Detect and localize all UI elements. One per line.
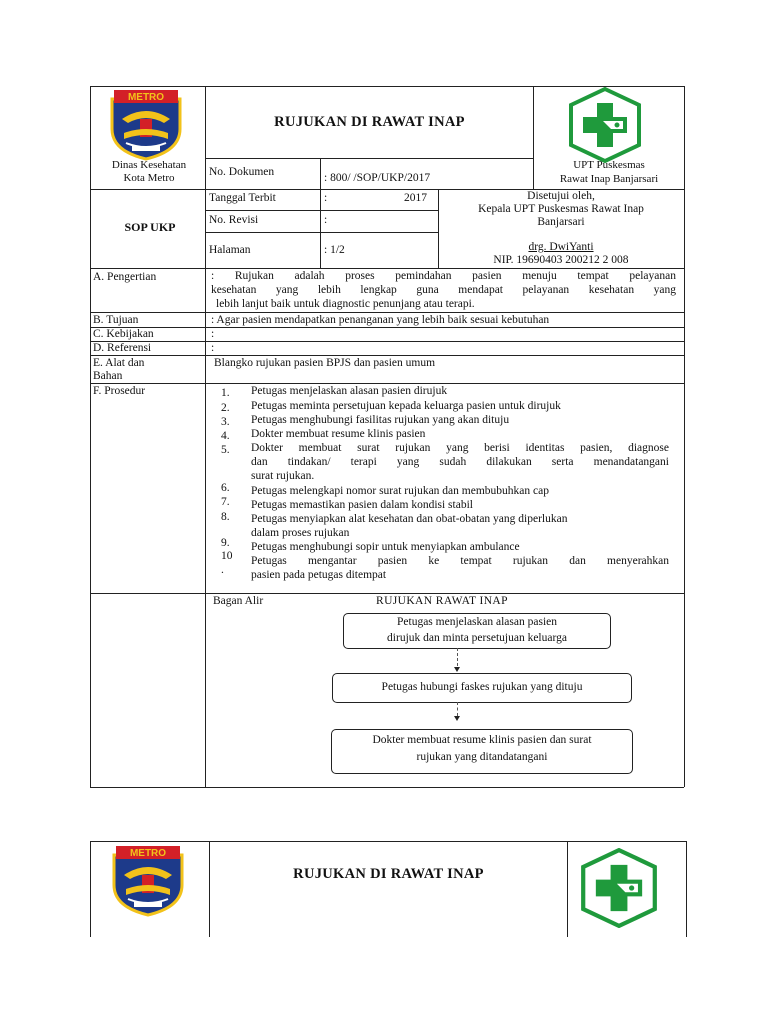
tujuan-value: : Agar pasien mendapatkan penanganan yang lebih baik sesuai kebutuhan xyxy=(211,314,550,326)
no-dokumen-label: No. Dokumen xyxy=(209,166,275,178)
table-line xyxy=(567,841,568,937)
no-revisi-value: : xyxy=(324,214,328,226)
tanggal-terbit-value: 2017 xyxy=(404,192,427,204)
flowchart-step-text: rujukan yang ditandatangani xyxy=(416,751,548,763)
procedure-number: 3. xyxy=(221,416,230,428)
procedure-number: 9. xyxy=(221,537,230,549)
table-line xyxy=(90,312,684,313)
pengertian-line: : Rujukan adalah proses pemindahan pasien menuju tempat pelayanan xyxy=(211,270,676,282)
table-line xyxy=(90,593,684,594)
halaman-label: Halaman xyxy=(209,244,251,256)
table-line xyxy=(320,158,321,268)
pengertian-label: A. Pengertian xyxy=(93,271,157,283)
procedure-step: pasien pada petugas ditempat xyxy=(251,569,387,581)
alat-bahan-label: Bahan xyxy=(93,370,123,382)
table-line xyxy=(438,189,439,268)
procedure-step: Dokter membuat resume klinis pasien xyxy=(251,428,426,440)
alat-bahan-value: Blangko rujukan pasien BPJS dan pasien umum xyxy=(214,357,436,369)
procedure-number: 6. xyxy=(221,482,230,494)
procedure-step: Petugas memastikan pasien dalam kondisi stabil xyxy=(251,499,473,511)
table-border-left xyxy=(90,841,91,937)
pengertian-line: lebih lanjut baik untuk diagnostic penunjang atau terapi. xyxy=(216,298,475,310)
flowchart-arrow-head xyxy=(454,716,460,721)
halaman-value: : 1/2 xyxy=(324,244,345,256)
org-right-line2: Rawat Inap Banjarsari xyxy=(559,173,659,185)
metro-city-logo xyxy=(104,89,188,161)
table-border-right xyxy=(684,86,685,787)
procedure-step: Petugas mengantar pasien ke tempat rujukan dan menyerahkan xyxy=(251,555,669,567)
no-dokumen-value: : 800/ /SOP/UKP/2017 xyxy=(324,172,431,184)
puskesmas-logo xyxy=(578,848,660,928)
flowchart-step-box xyxy=(331,729,633,774)
referensi-value: : xyxy=(211,342,215,354)
tanggal-terbit-label: Tanggal Terbit xyxy=(209,192,276,204)
procedure-step: Petugas melengkapi nomor surat rujukan dan membubuhkan cap xyxy=(251,485,549,497)
flowchart-label: Bagan Alir xyxy=(213,595,264,607)
flowchart-step-box xyxy=(332,673,632,703)
table-line xyxy=(90,383,684,384)
flowchart-arrow xyxy=(457,648,458,666)
table-line xyxy=(90,341,684,342)
flowchart-arrow-head xyxy=(454,667,460,672)
procedure-step: Petugas menghubungi fasilitas rujukan yang akan dituju xyxy=(251,414,510,426)
approval-line2: Kepala UPT Puskesmas Rawat Inap xyxy=(478,203,644,215)
table-border-left xyxy=(90,86,91,787)
procedure-number: 4. xyxy=(221,430,230,442)
pengertian-line: kesehatan yang lebih lengkap guna mendapat pelayanan kesehatan yang xyxy=(211,284,676,296)
table-border-bottom xyxy=(90,787,684,788)
procedure-number: 5. xyxy=(221,444,230,456)
table-border-right xyxy=(686,841,687,937)
procedure-step: Petugas menjelaskan alasan pasien dirujuk xyxy=(251,385,448,397)
table-line xyxy=(205,210,438,211)
table-line xyxy=(205,86,206,787)
table-line xyxy=(90,355,684,356)
alat-bahan-label: E. Alat dan xyxy=(93,357,145,369)
org-left-line1: Dinas Kesehatan xyxy=(111,159,187,171)
prosedur-label: F. Prosedur xyxy=(93,385,146,397)
table-line xyxy=(205,158,533,159)
kebijakan-value: : xyxy=(211,328,215,340)
procedure-number: 10 xyxy=(221,550,233,562)
document-title: RUJUKAN DI RAWAT INAP xyxy=(293,866,484,882)
approval-name: drg. DwiYanti xyxy=(528,241,594,253)
sop-label: SOP UKP xyxy=(124,220,176,234)
flowchart-step-text: Petugas hubungi faskes rujukan yang dituju xyxy=(381,681,583,693)
procedure-step: Dokter membuat surat rujukan yang berisi identitas pasien, diagnose xyxy=(251,442,669,454)
procedure-number: . xyxy=(221,564,224,576)
table-line xyxy=(90,327,684,328)
flowchart-step-box xyxy=(343,613,611,649)
procedure-number: 8. xyxy=(221,511,230,523)
flowchart-arrow xyxy=(457,702,458,716)
tujuan-label: B. Tujuan xyxy=(93,314,139,326)
procedure-step: surat rujukan. xyxy=(251,470,315,482)
procedure-step: dan tindakan/ terapi yang sudah dilakukan serta menandatangani xyxy=(251,456,669,468)
flowchart-step-text: dirujuk dan minta persetujuan keluarga xyxy=(387,632,567,644)
referensi-label: D. Referensi xyxy=(93,342,152,354)
table-line xyxy=(209,841,210,937)
puskesmas-logo xyxy=(567,87,643,163)
table-line xyxy=(205,232,438,233)
procedure-step: Petugas menyiapkan alat kesehatan dan obat-obatan yang diperlukan xyxy=(251,513,568,525)
org-left-line2: Kota Metro xyxy=(123,172,175,184)
flowchart-step-text: Petugas menjelaskan alasan pasien xyxy=(397,616,557,628)
flowchart-step-text: Dokter membuat resume klinis pasien dan surat xyxy=(372,734,592,746)
tanggal-terbit-colon: : xyxy=(324,192,328,204)
procedure-step: Petugas menghubungi sopir untuk menyiapkan ambulance xyxy=(251,541,520,553)
procedure-number: 7. xyxy=(221,496,230,508)
org-right-line1: UPT Puskesmas xyxy=(573,159,645,171)
approval-line3: Banjarsari xyxy=(537,216,585,228)
table-line xyxy=(90,268,684,269)
procedure-number: 2. xyxy=(221,402,230,414)
procedure-number: 1. xyxy=(221,387,230,399)
svg-text:METRO: METRO xyxy=(127,92,165,103)
document-title: RUJUKAN DI RAWAT INAP xyxy=(274,114,465,130)
kebijakan-label: C. Kebijakan xyxy=(93,328,154,340)
procedure-step: dalam proses rujukan xyxy=(251,527,350,539)
approval-line1: Disetujui oleh, xyxy=(527,190,595,202)
svg-text:METRO: METRO xyxy=(129,848,167,859)
flowchart-title: RUJUKAN RAWAT INAP xyxy=(376,595,508,607)
metro-city-logo xyxy=(106,845,190,917)
no-revisi-label: No. Revisi xyxy=(209,214,259,226)
approval-nip: NIP. 19690403 200212 2 008 xyxy=(493,254,629,266)
table-border-top xyxy=(90,841,687,842)
procedure-step: Petugas meminta persetujuan kepada keluarga pasien untuk dirujuk xyxy=(251,400,561,412)
